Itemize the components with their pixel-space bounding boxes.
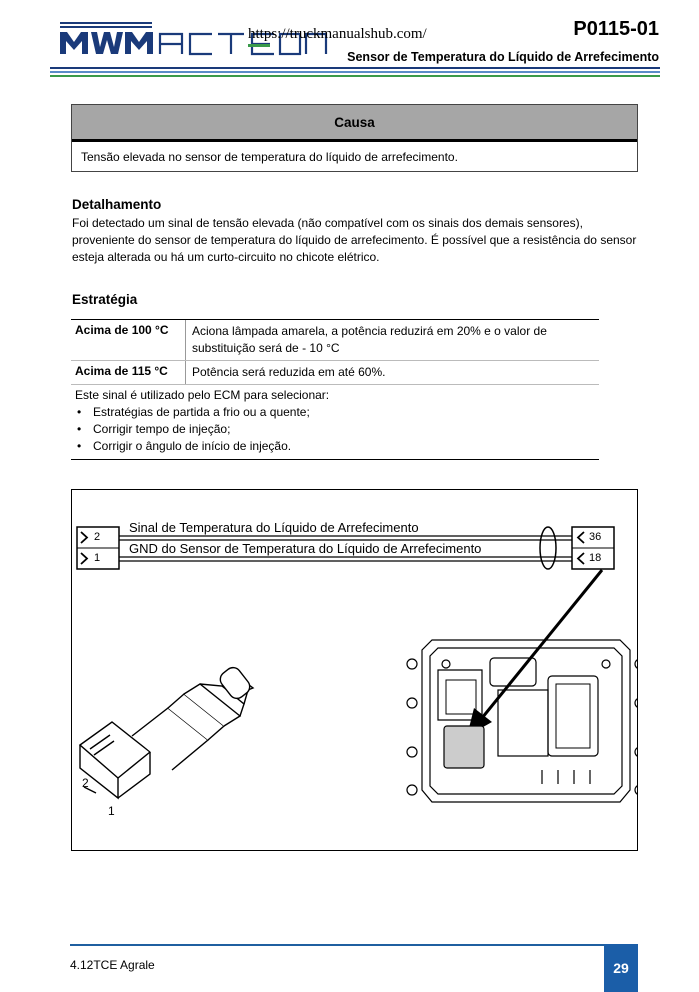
temperature-sensor-drawing — [80, 664, 253, 798]
strategy-table — [71, 319, 599, 460]
strategy-row — [71, 320, 599, 361]
strategy-action: Aciona lâmpada amarela, a potência reduzirá em 20% e o valor de substituição será de - 10 °C — [192, 324, 547, 355]
page-number: 29 — [604, 944, 638, 992]
sensor-pin-1-label: 1 — [94, 552, 101, 564]
strategy-notes — [71, 385, 599, 460]
strategy-action: Potência será reduzida em até 60%. — [192, 365, 386, 379]
strategy-list — [75, 404, 595, 455]
detalhamento-heading: Detalhamento — [72, 197, 162, 212]
sensor-pin-2-label: 2 — [94, 531, 101, 543]
footer-divider — [70, 944, 604, 946]
wire-ground-label: GND do Sensor de Temperatura do Líquido de Arrefecimento — [129, 541, 482, 556]
source-url[interactable]: https://truckmanualshub.com/ — [248, 26, 427, 42]
list-item: • Corrigir o ângulo de início de injeção. — [93, 438, 595, 455]
strategy-row — [71, 361, 599, 385]
causa-box — [71, 104, 638, 172]
strategy-condition: Acima de 100 °C — [71, 320, 186, 360]
sensor-callout-1: 1 — [108, 804, 115, 818]
causa-heading: Causa — [72, 105, 637, 142]
sensor-callout-2: 2 — [82, 776, 89, 790]
page-subtitle: Sensor de Temperatura do Líquido de Arrefecimento — [347, 50, 659, 64]
estrategia-heading: Estratégia — [72, 292, 138, 307]
fault-code: P0115-01 — [573, 18, 659, 40]
causa-text: Tensão elevada no sensor de temperatura do líquido de arrefecimento. — [81, 150, 458, 164]
strategy-intro: Este sinal é utilizado pelo ECM para selecionar: — [75, 388, 330, 402]
wire-signal-label: Sinal de Temperatura do Líquido de Arrefecimento — [129, 520, 419, 535]
header-divider — [50, 67, 660, 79]
ecm-pin-36-label: 36 — [589, 531, 602, 543]
ecm-pin-18-label: 18 — [589, 552, 602, 564]
list-item: • Estratégias de partida a frio ou a quente; — [93, 404, 595, 421]
strategy-condition: Acima de 115 °C — [71, 361, 186, 384]
ecm-drawing — [407, 640, 637, 802]
wiring-diagram — [71, 489, 638, 851]
detalhamento-text: Foi detectado um sinal de tensão elevada (não compatível com os sinais dos demais sensores), proveniente do sensor de temperatura do líquido de arrefecimento. É possível que a resistência do sensor esteja alterada ou há um curto-circuito no chicote elétrico. — [72, 216, 637, 264]
footer-model: 4.12TCE Agrale — [70, 958, 155, 972]
list-item: • Corrigir tempo de injeção; — [93, 421, 595, 438]
